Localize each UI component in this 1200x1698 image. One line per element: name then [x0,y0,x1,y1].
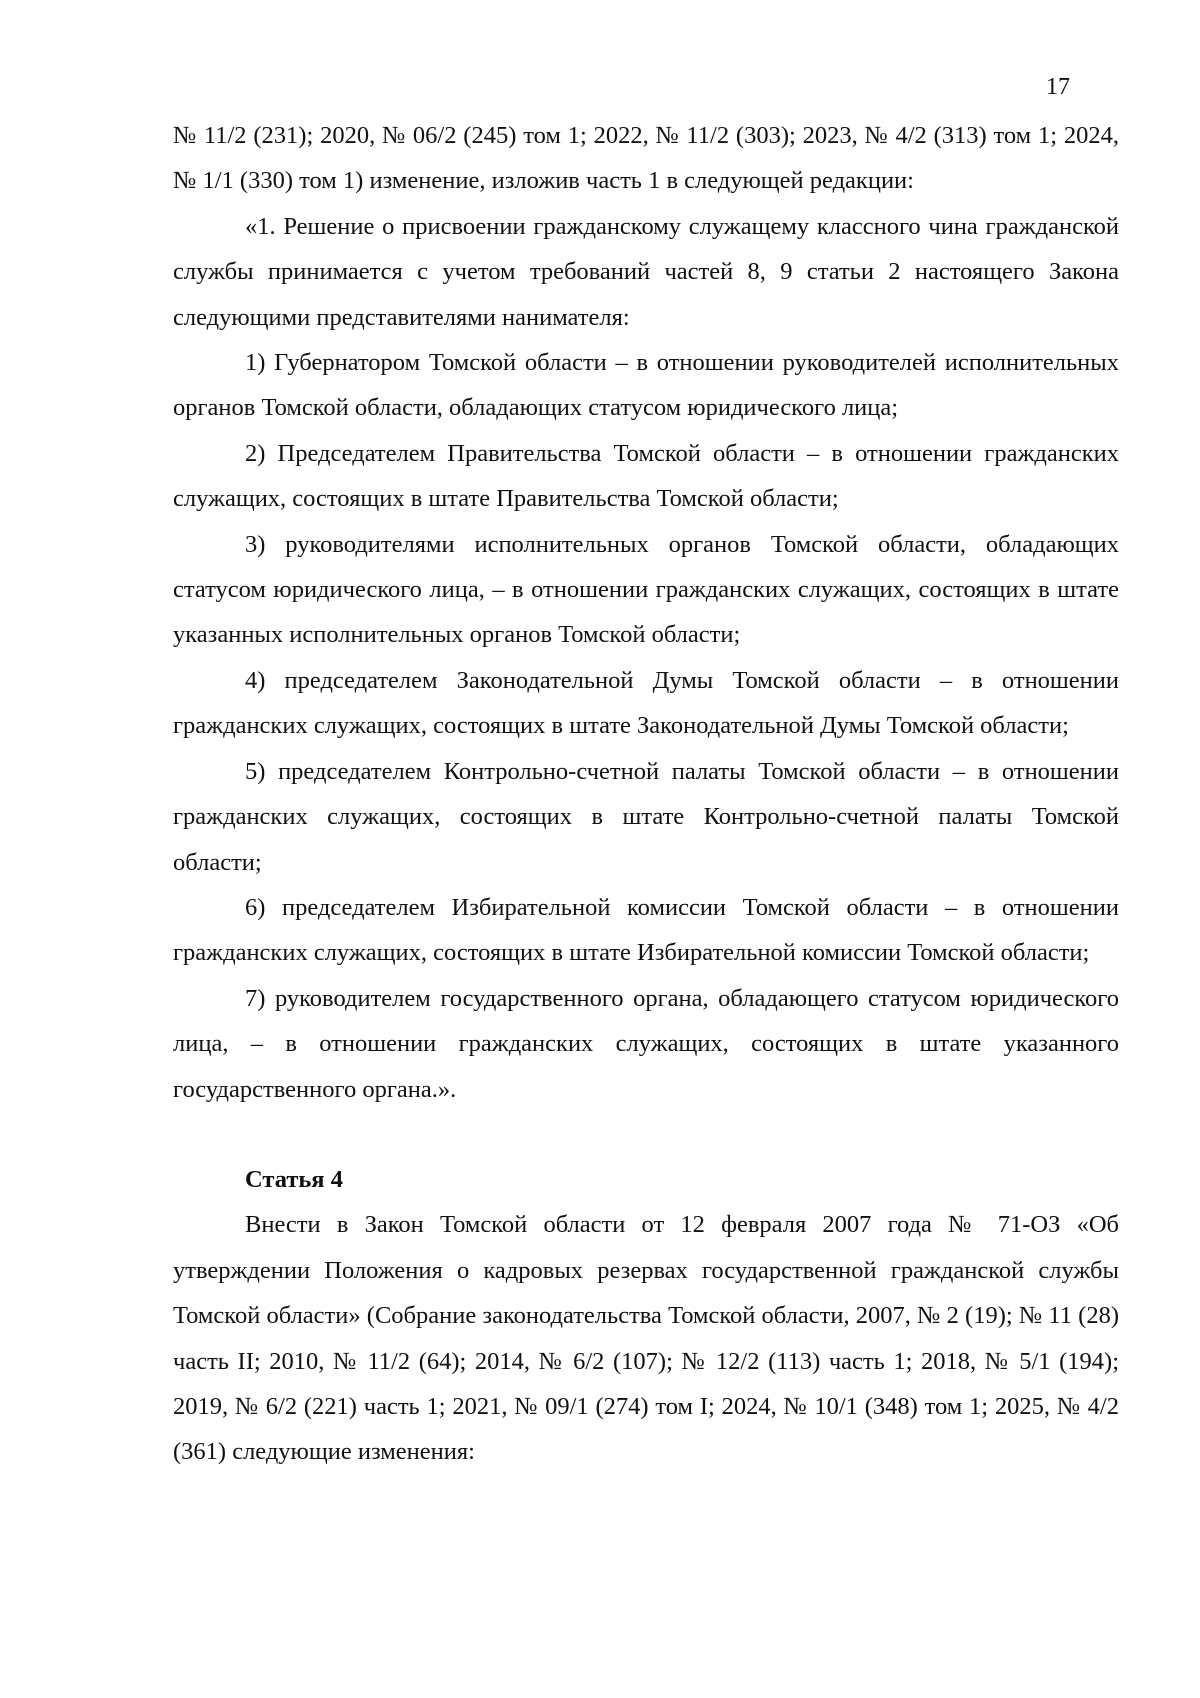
document-body [173,113,1119,1475]
article-heading: Статья 4 [245,1165,343,1193]
list-item-5: 5) председателем Контрольно-счетной палаты Томской области – в отношении гражданских служащих, состоящих в штате Контрольно-счетной палаты Томской области; [173,757,1119,876]
section-spacer [173,1112,1119,1157]
list-item-2: 2) Председателем Правительства Томской области – в отношении гражданских служащих, состоящих в штате Правительства Томской области; [173,439,1119,513]
list-item-1: 1) Губернатором Томской области – в отношении руководителей исполнительных органов Томской области, обладающих статусом юридического лица; [173,349,1119,422]
list-item-4: 4) председателем Законодательной Думы Томской области – в отношении гражданских служащих, состоящих в штате Законодательной Думы Томской области; [173,666,1119,740]
page-number: 17 [1046,74,1070,100]
list-item-6: 6) председателем Избирательной комиссии Томской области – в отношении гражданских служащих, состоящих в штате Избирательной комиссии Томской области; [173,893,1119,967]
paragraph-part-1: «1. Решение о присвоении гражданскому служащему классного чина гражданской службы принимается с учетом требований частей 8, 9 статьи 2 настоящего Закона следующими представителями нанимателя: [173,212,1119,331]
paragraph-continuation: № 11/2 (231); 2020, № 06/2 (245) том 1; 2022, № 11/2 (303); 2023, № 4/2 (313) том 1; 2024, № 1/1 (330) том 1) изменение, изложив часть 1 в следующей редакции: [173,122,1119,195]
article-paragraph: Внести в Закон Томской области от 12 февраля 2007 года № 71-ОЗ «Об утверждении Положения о кадровых резервах государственной гражданской службы Томской области» (Собрание законодательства Томской области, 2007, № 2 (19); № 11 (28) часть II; 2010, № 11/2 (64); 2014, № 6/2 (107); № 12/2 (113) часть 1; 2018, № 5/1 (194); 2019, № 6/2 (221) часть 1; 2021, № 09/1 (274) том I; 2024, № 10/1 (348) том 1; 2025, № 4/2 (361) следующие изменения: [173,1211,1119,1466]
list-item-3: 3) руководителями исполнительных органов Томской области, обладающих статусом юридического лица, – в отношении гражданских служащих, состоящих в штате указанных исполнительных органов Томской области; [173,530,1119,649]
list-item-7: 7) руководителем государственного органа, обладающего статусом юридического лица, – в отношении гражданских служащих, состоящих в штате указанного государственного органа.». [173,984,1119,1103]
